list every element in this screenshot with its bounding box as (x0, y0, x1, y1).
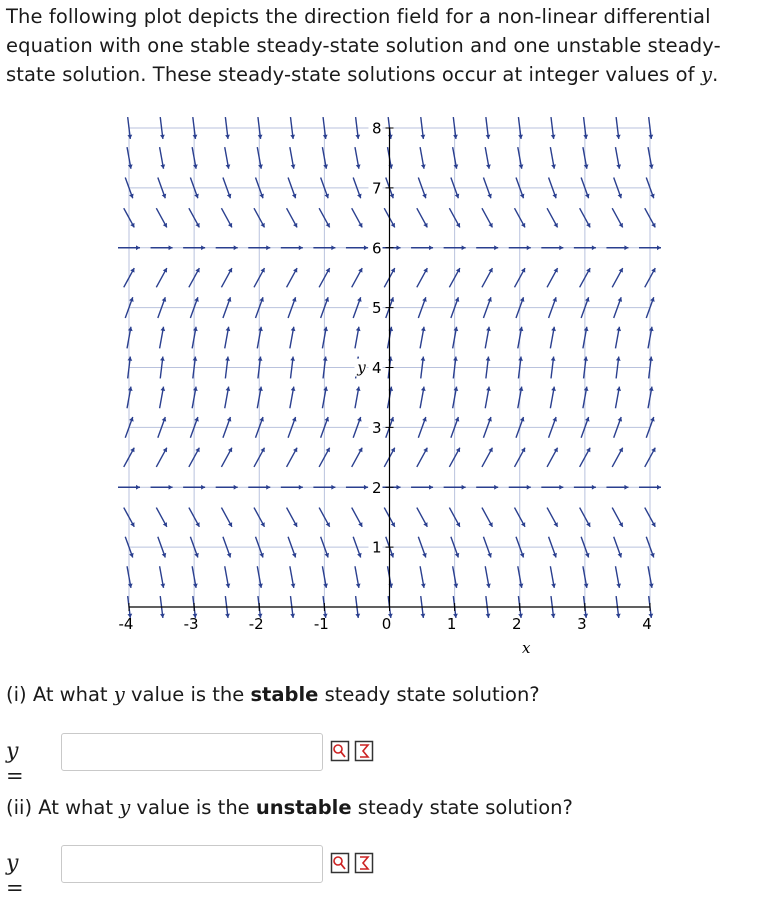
y-tick-label: 1 (371, 538, 382, 557)
slope-arrow (352, 448, 363, 467)
answer-2-input[interactable] (61, 845, 323, 883)
slope-arrow-head (518, 135, 523, 139)
slope-arrow (127, 327, 133, 349)
slope-arrow-head (193, 357, 198, 361)
slope-arrow (518, 566, 524, 588)
slope-arrow-head (559, 245, 563, 250)
slope-arrow (192, 147, 198, 169)
slope-arrow (420, 327, 426, 349)
slope-arrow-head (290, 135, 295, 139)
slope-arrow (290, 566, 296, 588)
slope-arrow-head (527, 245, 531, 250)
slope-arrow-head (421, 135, 426, 139)
slope-arrow (156, 208, 167, 227)
slope-arrow (420, 147, 426, 169)
slope-arrow-head (169, 245, 173, 250)
slope-arrow-head (234, 245, 238, 250)
slope-arrow-head (323, 135, 328, 139)
slope-arrow (648, 387, 654, 409)
slope-arrow-head (551, 135, 556, 139)
x-tick-label: -3 (183, 615, 199, 633)
slope-arrow-head (624, 485, 628, 490)
slope-arrow-head (355, 614, 360, 618)
question-2 (6, 796, 573, 819)
slope-arrow (417, 508, 428, 527)
slope-arrow (290, 387, 296, 409)
question-1 (6, 683, 540, 706)
slope-arrow (127, 566, 133, 588)
answer-2-label-var: y (6, 851, 19, 876)
slope-arrow (225, 387, 231, 409)
slope-arrow (355, 327, 361, 349)
slope-arrow (287, 268, 298, 287)
slope-arrow (482, 208, 493, 227)
q2-text-middle: value is the (130, 796, 256, 819)
slope-arrow-head (258, 135, 263, 139)
slope-arrow-head (201, 485, 205, 490)
slope-arrow-head (518, 357, 523, 361)
slope-arrow (453, 387, 459, 409)
slope-arrow-head (486, 614, 491, 618)
slope-arrow (615, 387, 621, 409)
slope-arrow-head (583, 357, 588, 361)
slope-arrow (411, 485, 433, 490)
y-tick-label: 2 (371, 478, 382, 497)
q2-text-end: steady state solution? (351, 796, 573, 819)
y-axis-label: y (357, 358, 366, 377)
slope-arrow (615, 566, 621, 588)
slope-arrow (151, 245, 173, 250)
slope-arrow (388, 327, 394, 349)
slope-arrow-head (421, 357, 426, 361)
slope-arrow-head (616, 357, 621, 361)
slope-arrow (453, 566, 459, 588)
slope-arrow-head (388, 135, 393, 139)
slope-arrow (550, 327, 556, 349)
q2-variable: y (119, 796, 131, 819)
slope-arrow-head (494, 485, 498, 490)
slope-arrow (287, 208, 298, 227)
slope-arrow-head (624, 245, 628, 250)
slope-arrow (485, 327, 491, 349)
slope-arrow (257, 566, 263, 588)
slope-arrow (518, 147, 524, 169)
slope-arrow (257, 387, 263, 409)
slope-arrow-head (364, 245, 368, 250)
slope-arrow (485, 566, 491, 588)
x-tick-label: -1 (313, 615, 329, 633)
y-tick-label: 4 (371, 359, 382, 377)
slope-arrow (346, 245, 368, 250)
slope-arrow (160, 327, 166, 349)
slope-arrow-head (453, 135, 458, 139)
x-tick-label: 1 (446, 615, 457, 633)
slope-arrow-head (551, 614, 556, 618)
slope-arrow (417, 448, 428, 467)
slope-arrow (127, 147, 133, 169)
intro-line-1: The following plot depicts the direction field for a non-linear differential (6, 5, 711, 28)
slope-arrow (281, 485, 303, 490)
slope-arrow-head (136, 485, 140, 490)
slope-arrow-head (160, 135, 165, 139)
slope-arrow (290, 147, 296, 169)
problem-statement (6, 2, 762, 89)
slope-arrow (257, 147, 263, 169)
slope-arrow-head (648, 135, 653, 139)
slope-arrow (346, 485, 368, 490)
slope-arrow (355, 147, 361, 169)
slope-arrow-head (290, 357, 295, 361)
slope-arrow (352, 508, 363, 527)
slope-arrow-head (331, 485, 335, 490)
slope-arrow-head (559, 485, 563, 490)
slope-arrow-head (592, 485, 596, 490)
slope-arrow-head (169, 485, 173, 490)
answer-2-label (6, 851, 24, 900)
q2-text-start: (ii) At what (6, 796, 120, 819)
slope-arrow (547, 268, 558, 287)
slope-arrow (606, 485, 628, 490)
slope-arrow (225, 327, 231, 349)
slope-arrow (550, 147, 556, 169)
slope-arrow (612, 448, 623, 467)
slope-arrow (420, 387, 426, 409)
slope-arrow (192, 566, 198, 588)
slope-arrow (355, 387, 361, 409)
slope-arrow (160, 387, 166, 409)
slope-arrow (221, 508, 232, 527)
answer-1-input[interactable] (61, 733, 323, 771)
slope-arrow (156, 508, 167, 527)
y-tick-label: 5 (371, 299, 382, 318)
slope-arrow-head (648, 357, 653, 361)
slope-arrow-head (616, 614, 621, 618)
x-tick-label: -4 (118, 615, 134, 633)
slope-arrow (127, 387, 133, 409)
slope-arrow (485, 387, 491, 409)
slope-arrow (352, 268, 363, 287)
slope-arrow-head (299, 485, 303, 490)
slope-arrow (606, 245, 628, 250)
q1-text-middle: value is the (124, 683, 251, 706)
slope-arrow-head (160, 614, 165, 618)
slope-arrow (482, 268, 493, 287)
y-tick-label: 3 (371, 418, 382, 437)
slope-arrow (547, 448, 558, 467)
slope-arrow (225, 566, 231, 588)
slope-arrow (518, 327, 524, 349)
slope-arrow (648, 327, 654, 349)
answer-1-label-eq: = (6, 764, 24, 788)
slope-arrow (411, 245, 433, 250)
slope-arrow (417, 208, 428, 227)
slope-arrow-head (290, 614, 295, 618)
slope-arrow (290, 327, 296, 349)
slope-arrow-head (462, 485, 466, 490)
slope-arrow (322, 147, 328, 169)
slope-arrow (216, 485, 238, 490)
y-tick-label: 6 (371, 239, 382, 258)
slope-arrow-head (258, 357, 263, 361)
slope-arrow-head (355, 135, 360, 139)
slope-arrow-head (323, 357, 328, 361)
q2-bold-word: unstable (255, 796, 352, 819)
axes (129, 128, 650, 611)
slope-arrow-head (583, 135, 588, 139)
slope-arrow (547, 208, 558, 227)
slope-arrow (615, 147, 621, 169)
intro-variable-y: y (700, 63, 713, 86)
slope-arrow-head (486, 135, 491, 139)
slope-arrow (612, 508, 623, 527)
slope-arrow-head (453, 357, 458, 361)
slope-arrow (388, 387, 394, 409)
slope-arrow-head (331, 245, 335, 250)
slope-arrow (453, 147, 459, 169)
slope-arrow (192, 387, 198, 409)
slope-arrow (160, 566, 166, 588)
slope-arrow (287, 448, 298, 467)
slope-arrow-head (225, 357, 230, 361)
slope-arrow (583, 387, 589, 409)
x-tick-label: 2 (511, 615, 522, 633)
tick-labels (119, 119, 652, 655)
slope-arrow (476, 245, 498, 250)
q1-text-end: steady state solution? (318, 683, 540, 706)
slope-arrow (322, 566, 328, 588)
slope-arrow-head (592, 245, 596, 250)
slope-arrow-head (486, 357, 491, 361)
slope-arrow (550, 387, 556, 409)
slope-arrow-head (225, 614, 230, 618)
x-axis-label: x (522, 639, 531, 655)
intro-line-3-end: . (712, 63, 719, 86)
slope-arrow (221, 448, 232, 467)
slope-arrow (420, 566, 426, 588)
slope-arrow (355, 566, 361, 588)
slope-arrow (160, 147, 166, 169)
slope-arrow-head (364, 485, 368, 490)
slope-arrow (257, 327, 263, 349)
slope-arrow-head (234, 485, 238, 490)
slope-arrow-head (266, 485, 270, 490)
slope-arrow-head (657, 245, 661, 250)
x-tick-label: 4 (642, 615, 652, 633)
q1-variable: y (113, 683, 125, 706)
slope-arrow (453, 327, 459, 349)
slope-arrow (417, 268, 428, 287)
slope-arrow-head (160, 357, 165, 361)
slope-arrow (322, 387, 328, 409)
slope-arrow (550, 566, 556, 588)
slope-arrow (281, 245, 303, 250)
x-tick-label: 0 (381, 615, 392, 633)
slope-arrow-head (551, 357, 556, 361)
slope-arrow-head (127, 357, 132, 361)
slope-arrow-head (266, 245, 270, 250)
slope-arrow-head (225, 135, 230, 139)
preview-icon[interactable] (330, 852, 350, 874)
slope-arrow-head (494, 245, 498, 250)
slope-arrow (156, 448, 167, 467)
slope-arrow (583, 566, 589, 588)
slope-arrow-head (429, 485, 433, 490)
slope-arrow (485, 147, 491, 169)
slope-arrow-head (421, 614, 426, 618)
slope-arrow (482, 508, 493, 527)
slope-arrow (583, 327, 589, 349)
slope-arrow-head (136, 245, 140, 250)
slope-arrow-head (657, 485, 661, 490)
slope-arrow-head (527, 485, 531, 490)
equation-editor-icon[interactable] (354, 740, 374, 762)
slope-arrow-head (388, 357, 393, 361)
slope-arrow-head (429, 245, 433, 250)
slope-arrow-head (397, 245, 401, 250)
intro-line-2: equation with one stable steady-state solution and one unstable steady- (6, 34, 721, 57)
slope-arrow (221, 208, 232, 227)
slope-arrow-head (616, 135, 621, 139)
slope-arrow (287, 508, 298, 527)
slope-arrow-head (193, 135, 198, 139)
slope-arrow (547, 508, 558, 527)
slope-arrow (541, 485, 563, 490)
slope-arrow (612, 208, 623, 227)
answer-1-label-var: y (6, 739, 19, 764)
q1-text-start: (i) At what (6, 683, 114, 706)
slope-arrow (225, 147, 231, 169)
slope-arrow (322, 327, 328, 349)
direction-field-plot (0, 110, 766, 655)
slope-arrow (216, 245, 238, 250)
slope-arrow-head (299, 245, 303, 250)
slope-arrow (352, 208, 363, 227)
slope-arrow (388, 147, 394, 169)
preview-icon[interactable] (330, 740, 350, 762)
x-tick-label: 3 (577, 615, 587, 633)
y-tick-label: 7 (371, 179, 382, 198)
slope-arrow (615, 327, 621, 349)
slope-arrow (612, 268, 623, 287)
slope-arrow-head (397, 485, 401, 490)
slope-arrow (156, 268, 167, 287)
slope-arrow (221, 268, 232, 287)
slope-arrow (518, 387, 524, 409)
slope-arrow (648, 566, 654, 588)
intro-line-3 (6, 60, 762, 89)
equation-editor-icon[interactable] (354, 852, 374, 874)
y-tick-label: 8 (371, 119, 382, 138)
q1-bold-word: stable (250, 683, 319, 706)
slope-arrow-head (201, 245, 205, 250)
answer-2-label-eq: = (6, 876, 24, 900)
slope-arrow-head (127, 135, 132, 139)
slope-arrow (192, 327, 198, 349)
slope-arrow (648, 147, 654, 169)
slope-arrow (476, 485, 498, 490)
slope-arrow (151, 485, 173, 490)
slope-arrow-head (462, 245, 466, 250)
answer-1-label (6, 739, 24, 788)
slope-arrow (583, 147, 589, 169)
x-tick-label: -2 (248, 615, 264, 633)
slope-arrow (541, 245, 563, 250)
slope-arrow (482, 448, 493, 467)
slope-arrow (388, 566, 394, 588)
intro-line-3-text: state solution. These steady-state solutions occur at integer values of (6, 63, 701, 86)
